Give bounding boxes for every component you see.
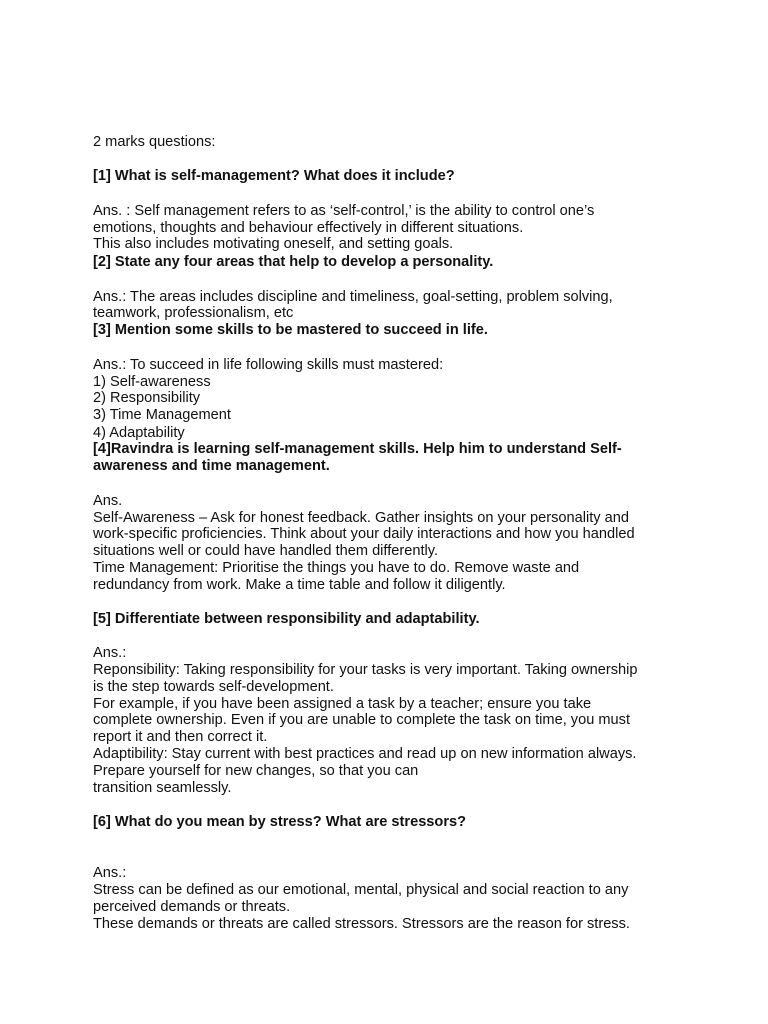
answer-3-line: 4) Adaptability: [93, 425, 185, 441]
answer-5-line: For example, if you have been assigned a task by a teacher; ensure you take: [93, 696, 592, 712]
answer-3-line: 2) Responsibility: [93, 390, 201, 406]
answer-5-line: transition seamlessly.: [93, 780, 232, 796]
answer-3-line: 3) Time Management: [93, 407, 231, 423]
answer-4-line: Ans.: [93, 493, 123, 509]
question-4: awareness and time management.: [93, 458, 330, 474]
question-6: [6] What do you mean by stress? What are stressors?: [93, 814, 467, 830]
answer-5-line: Ans.:: [93, 645, 127, 661]
answer-6-line: perceived demands or threats.: [93, 899, 291, 915]
answer-5-line: complete ownership. Even if you are unable to complete the task on time, you must: [93, 712, 631, 728]
question-2: [2] State any four areas that help to develop a personality.: [93, 254, 494, 270]
section-heading: 2 marks questions:: [93, 134, 216, 150]
answer-1-line: Ans. : Self management refers to as ‘self-control,’ is the ability to control one’s: [93, 203, 595, 219]
answer-2-line: Ans.: The areas includes discipline and timeliness, goal-setting, problem solving,: [93, 289, 613, 305]
answer-1-line: This also includes motivating oneself, and setting goals.: [93, 236, 454, 252]
question-3: [3] Mention some skills to be mastered to succeed in life.: [93, 322, 488, 338]
answer-1-line: emotions, thoughts and behaviour effectively in different situations.: [93, 220, 524, 236]
answer-5-line: Prepare yourself for new changes, so that you can: [93, 763, 419, 779]
question-5: [5] Differentiate between responsibility and adaptability.: [93, 611, 480, 627]
answer-4-line: Time Management: Prioritise the things you have to do. Remove waste and: [93, 560, 580, 576]
answer-6-line: Ans.:: [93, 865, 127, 881]
answer-2-line: teamwork, professionalism, etc: [93, 305, 294, 321]
question-1: [1] What is self-management? What does it include?: [93, 168, 455, 184]
answer-4-line: redundancy from work. Make a time table and follow it diligently.: [93, 577, 506, 593]
answer-6-line: Stress can be defined as our emotional, mental, physical and social reaction to any: [93, 882, 629, 898]
answer-5-line: report it and then correct it.: [93, 729, 268, 745]
answer-5-line: Adaptibility: Stay current with best practices and read up on new information always.: [93, 746, 637, 762]
answer-4-line: work-specific proficiencies. Think about your daily interactions and how you handled: [93, 526, 635, 542]
answer-4-line: situations well or could have handled them differently.: [93, 543, 439, 559]
answer-5-line: Reponsibility: Taking responsibility for your tasks is very important. Taking ownership: [93, 662, 638, 678]
answer-5-line: is the step towards self-development.: [93, 679, 334, 695]
answer-6-line: These demands or threats are called stressors. Stressors are the reason for stress.: [93, 916, 630, 932]
question-4: [4]Ravindra is learning self-management skills. Help him to understand Self-: [93, 441, 622, 457]
answer-3-line: 1) Self-awareness: [93, 374, 211, 390]
answer-4-line: Self-Awareness – Ask for honest feedback. Gather insights on your personality and: [93, 510, 629, 526]
answer-3-line: Ans.: To succeed in life following skills must mastered:: [93, 357, 444, 373]
